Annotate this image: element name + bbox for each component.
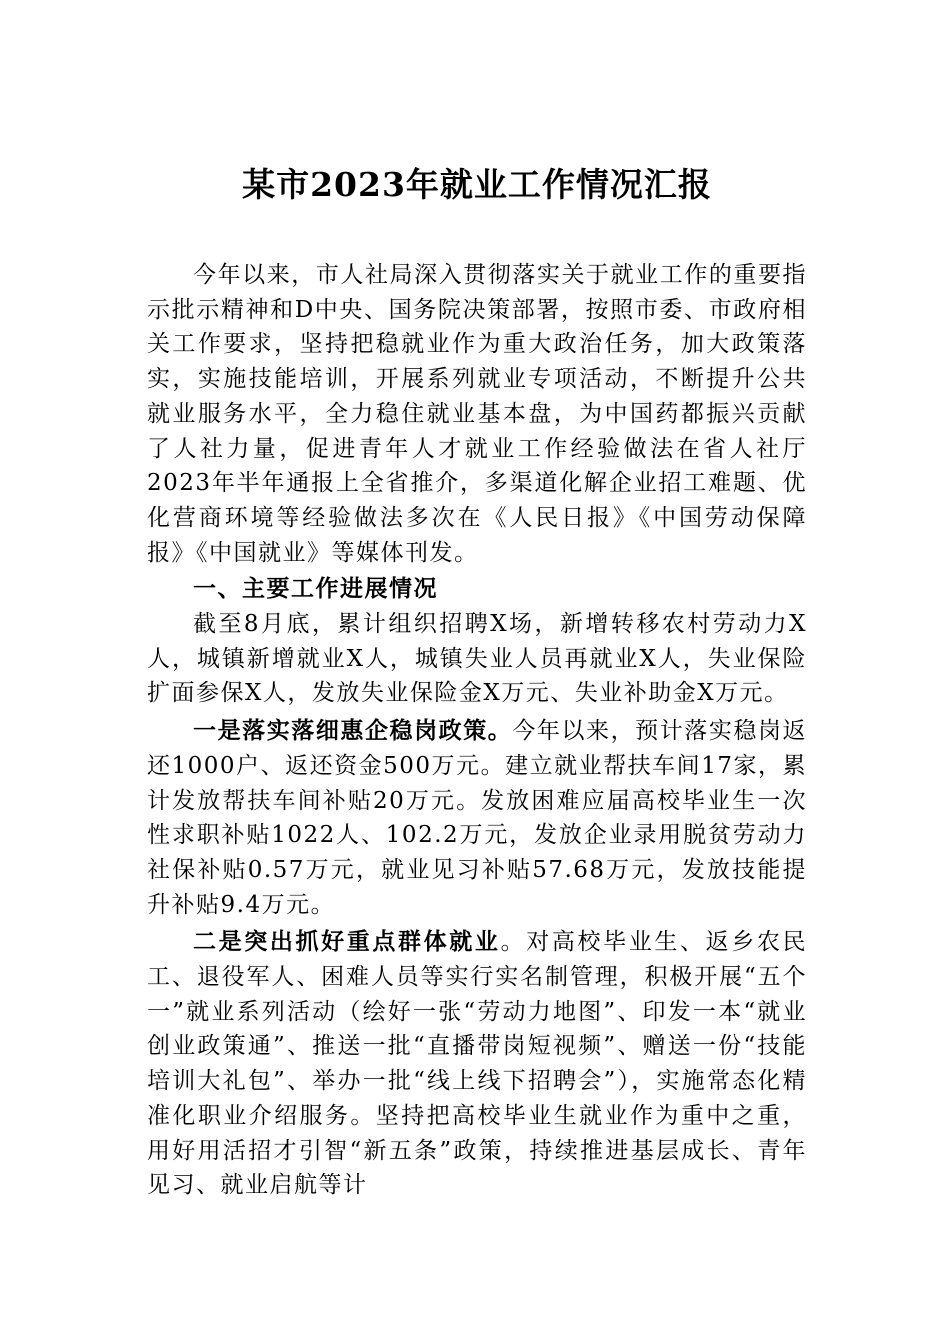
policy-paragraph-body: 今年以来，预计落实稳岗返还1000户、返还资金500万元。建立就业帮扶车间17家，累计发放帮扶车间补贴20万元。发放困难应届高校毕业生一次性求职补贴1022人、102.2万元，发放企业录用脱贫劳动力社保补贴0.57万元，就业见习补贴57.68万元，发放技能提升补贴9.4万元。 <box>147 718 807 918</box>
key-groups-paragraph-lead: 二是突出抓好重点群体就业 <box>193 928 501 956</box>
policy-paragraph-lead: 一是落实落细惠企稳岗政策。 <box>193 717 513 745</box>
intro-paragraph: 今年以来，市人社局深入贯彻落实关于就业工作的重要指示批示精神和D中央、国务院决策部署，按照市委、市政府相关工作要求，坚持把稳就业作为重大政治任务，加大政策落实，实施技能培训，开展系列就业专项活动，不断提升公共就业服务水平，全力稳住就业基本盘，为中国药都振兴贡献了人社力量，促进青年人才就业工作经验做法在省人社厅2023年半年通报上全省推介，多渠道化解企业招工难题、优化营商环境等经验做法多次在《人民日报》《中国劳动保障报》《中国就业》等媒体刊发。 <box>147 262 807 566</box>
section-summary-paragraph: 截至8月底，累计组织招聘X场，新增转移农村劳动力X人，城镇新增就业X人，城镇失业人员再就业X人，失业保险扩面参保X人，发放失业保险金X万元、失业补助金X万元。 <box>147 611 807 707</box>
document-title: 某市2023年就业工作情况汇报 <box>242 165 712 204</box>
key-groups-paragraph <box>147 925 807 1203</box>
section-heading: 一、主要工作进展情况 <box>193 576 438 603</box>
policy-paragraph <box>147 714 807 922</box>
document-page <box>147 160 807 1203</box>
key-groups-paragraph-body: 。对高校毕业生、返乡农民工、退役军人、困难人员等实行实名制管理，积极开展“五个一”就业系列活动（绘好一张“劳动力地图”、印发一本“就业创业政策通”、推送一批“直播带岗短视频”、赠送一份“技能培训大礼包”、举办一批“线上线下招聘会”），实施常态化精准化职业介绍服务。坚持把高校毕业生就业作为重中之重，用好用活招才引智“新五条”政策，持续推进基层成长、青年见习、就业启航等计 <box>147 929 808 1199</box>
